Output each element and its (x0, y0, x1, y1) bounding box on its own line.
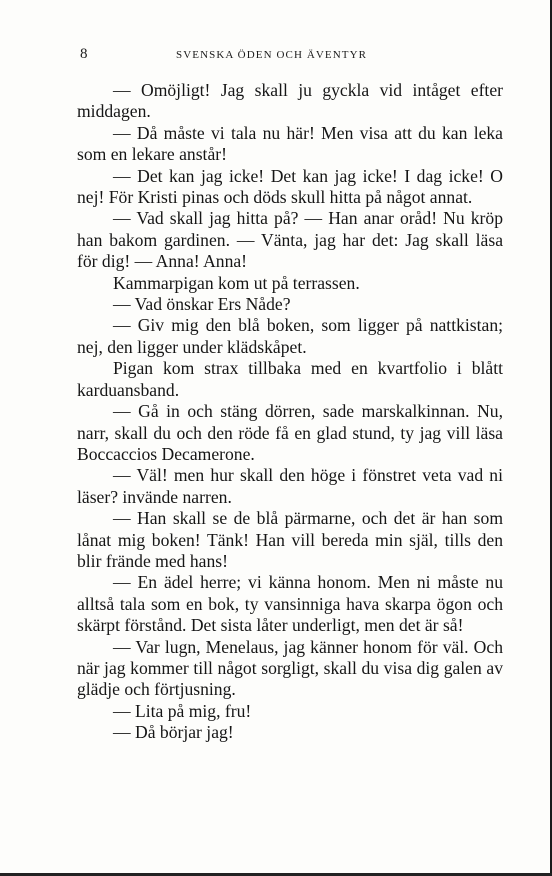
paragraph: — Då måste vi tala nu här! Men visa att du kan leka som en lekare anstår! (77, 122, 503, 165)
paragraph: — Giv mig den blå boken, som ligger på nattkistan; nej, den ligger under klädskåpet. (77, 315, 503, 357)
body-text (77, 80, 503, 744)
running-title: SVENSKA ÖDEN OCH ÄVENTYR (176, 49, 368, 61)
paragraph: — Vad skall jag hitta på? — Han anar oråd! Nu kröp han bakom gardinen. — Vänta, jag har det: Jag skall läsa för dig! — Anna! Anna! (77, 208, 503, 272)
paragraph: Pigan kom strax tillbaka med en kvartfolio i blått karduansband. (77, 358, 503, 400)
page-number: 8 (80, 46, 88, 62)
paragraph: — Då börjar jag! (113, 722, 234, 743)
paragraph: — Lita på mig, fru! (113, 700, 252, 721)
running-head (80, 46, 500, 66)
paragraph: — Omöjligt! Jag skall ju gyckla vid intåget efter middagen. (77, 80, 503, 122)
paragraph: — Det kan jag icke! Det kan jag icke! I dag icke! O nej! För Kristi pinas och döds skull hitta på något annat. (77, 165, 503, 208)
paragraph: — Gå in och stäng dörren, sade marskalkinnan. Nu, narr, skall du och den röde få en glad stund, ty jag vill läsa Boccaccios Decamerone. (77, 401, 503, 464)
paragraph: — Väl! men hur skall den höge i fönstret veta vad ni läser? invände narren. (77, 465, 503, 507)
paragraph: Kammarpigan kom ut på terrassen. (113, 272, 360, 293)
paragraph: — Han skall se de blå pärmarne, och det är han som lånat mig boken! Tänk! Han vill bereda min själ, tills den blir frände med hans! (77, 508, 503, 571)
paragraph: — Var lugn, Menelaus, jag känner honom för väl. Och när jag kommer till något sorgligt, skall du visa dig galen av glädje och förtjusning. (77, 636, 503, 700)
paragraph: — En ädel herre; vi känna honom. Men ni måste nu alltså tala som en bok, ty vansinniga hava skarpa ögon och skärpt förstånd. Det sista låter underligt, men det är så! (77, 572, 503, 636)
paragraph: — Vad önskar Ers Nåde? (113, 294, 291, 315)
